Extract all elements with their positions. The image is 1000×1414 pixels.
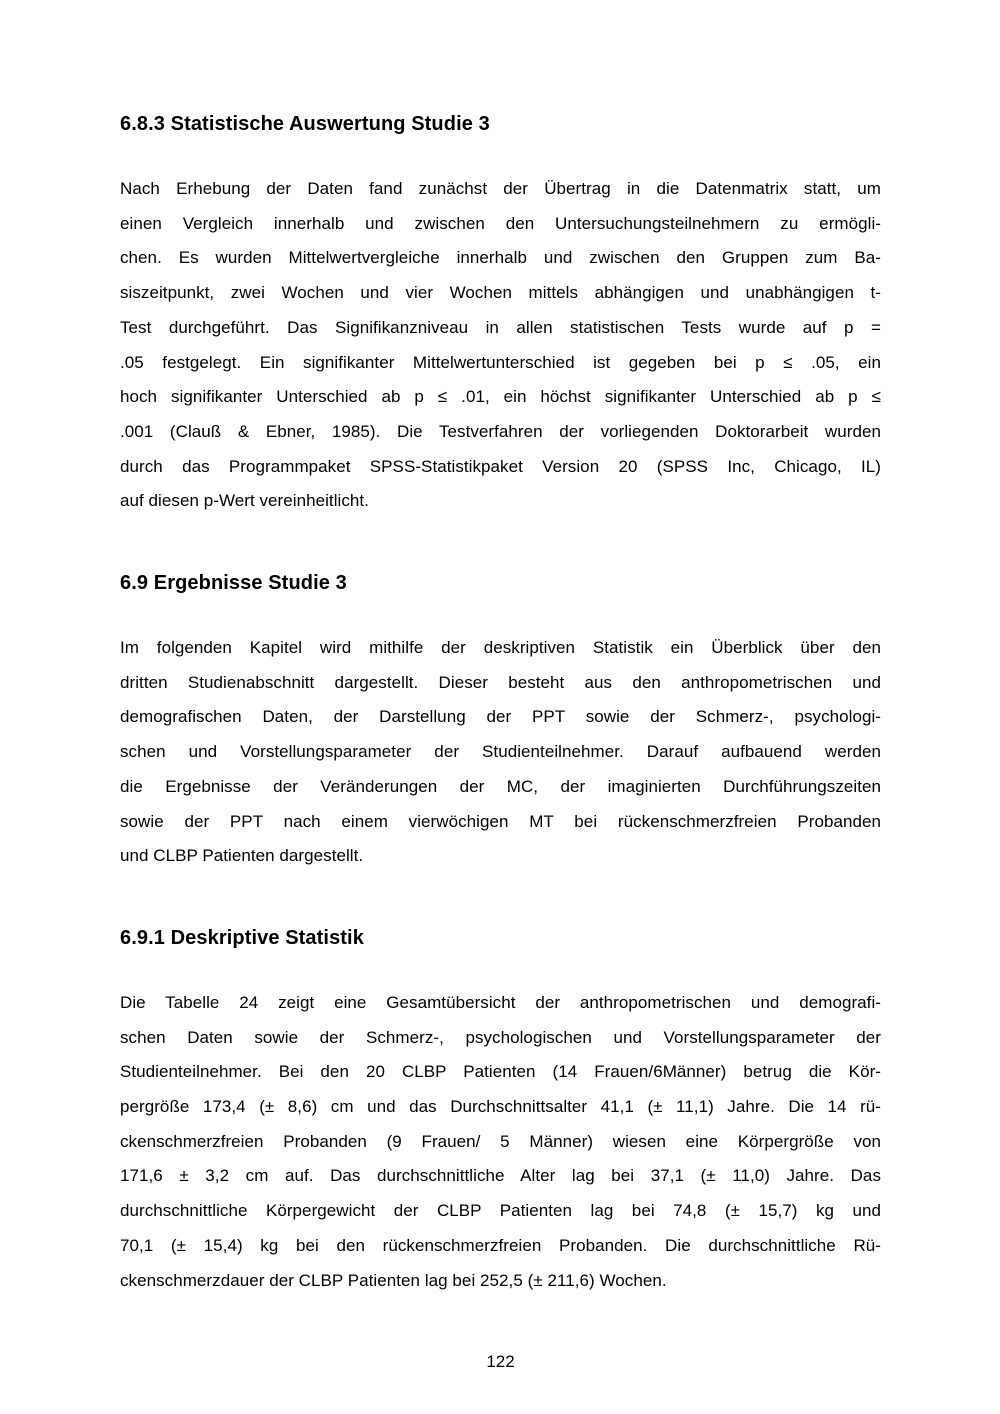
text-line: durchschnittliche Körpergewicht der CLBP Patienten lag bei 74,8 (± 15,7) kg und (120, 1201, 881, 1221)
text-line: einen Vergleich innerhalb und zwischen den Untersuchungsteilnehmern zu ermögli- (120, 213, 881, 233)
text-line: Die Tabelle 24 zeigt eine Gesamtübersicht der anthropometrischen und demografi- (120, 992, 881, 1012)
text-line: 70,1 (± 15,4) kg bei den rückenschmerzfreien Probanden. Die durchschnittliche Rü- (120, 1235, 881, 1255)
page-number: 122 (486, 1352, 515, 1372)
text-line: auf diesen p-Wert vereinheitlicht. (120, 491, 369, 511)
section-deskriptive-statistik (120, 926, 881, 1298)
text-line: hoch signifikanter Unterschied ab p ≤ .01, ein höchst signifikanter Unterschied ab p ≤ (120, 387, 881, 407)
text-line: Nach Erhebung der Daten fand zunächst der Übertrag in die Datenmatrix statt, um (120, 179, 881, 198)
section-statistische-auswertung (120, 112, 881, 519)
text-line: .05 festgelegt. Ein signifikanter Mittelwertunterschied ist gegeben bei p ≤ .05, ein (120, 352, 881, 372)
text-line: sowie der PPT nach einem vierwöchigen MT bei rückenschmerzfreien Probanden (120, 811, 881, 831)
text-line: die Ergebnisse der Veränderungen der MC, der imaginierten Durchführungszeiten (120, 776, 881, 796)
text-line: Im folgenden Kapitel wird mithilfe der deskriptiven Statistik ein Überblick über den (120, 638, 881, 658)
text-line: schen und Vorstellungsparameter der Studienteilnehmer. Darauf aufbauend werden (120, 742, 881, 762)
text-line: .001 (Clauß & Ebner, 1985). Die Testverfahren der vorliegenden Doktorarbeit wurden (120, 421, 881, 441)
text-line: 171,6 ± 3,2 cm auf. Das durchschnittliche Alter lag bei 37,1 (± 11,0) Jahre. Das (120, 1166, 881, 1186)
text-line: ckenschmerzdauer der CLBP Patienten lag bei 252,5 (± 211,6) Wochen. (120, 1270, 667, 1290)
text-line: Test durchgeführt. Das Signifikanzniveau in allen statistischen Tests wurde auf p = (120, 317, 881, 337)
text-line: schen Daten sowie der Schmerz-, psychologischen und Vorstellungsparameter der (120, 1027, 881, 1047)
paragraph-statistische-auswertung (120, 172, 881, 519)
paragraph-ergebnisse (120, 631, 881, 874)
text-line: durch das Programmpaket SPSS-Statistikpaket Version 20 (SPSS Inc, Chicago, IL) (120, 456, 881, 476)
text-line: Studienteilnehmer. Bei den 20 CLBP Patienten (14 Frauen/6Männer) betrug die Kör- (120, 1062, 881, 1082)
section-heading-deskriptive-statistik: 6.9.1 Deskriptive Statistik (120, 926, 364, 949)
section-ergebnisse (120, 571, 881, 874)
text-line: dritten Studienabschnitt dargestellt. Dieser besteht aus den anthropometrischen und (120, 672, 881, 692)
section-heading-ergebnisse: 6.9 Ergebnisse Studie 3 (120, 572, 347, 595)
text-line: pergröße 173,4 (± 8,6) cm und das Durchschnittsalter 41,1 (± 11,1) Jahre. Die 14 rü- (120, 1097, 881, 1117)
text-line: ckenschmerzfreien Probanden (9 Frauen/ 5 Männer) wiesen eine Körpergröße von (120, 1131, 881, 1151)
text-line: siszeitpunkt, zwei Wochen und vier Wochen mittels abhängigen und unabhängigen t- (120, 283, 881, 303)
section-heading-statistische-auswertung: 6.8.3 Statistische Auswertung Studie 3 (120, 113, 490, 135)
text-line: chen. Es wurden Mittelwertvergleiche innerhalb und zwischen den Gruppen zum Ba- (120, 248, 881, 268)
text-line: und CLBP Patienten dargestellt. (120, 846, 364, 866)
text-line: demografischen Daten, der Darstellung der PPT sowie der Schmerz-, psychologi- (120, 707, 881, 727)
paragraph-deskriptive-statistik (120, 986, 881, 1298)
